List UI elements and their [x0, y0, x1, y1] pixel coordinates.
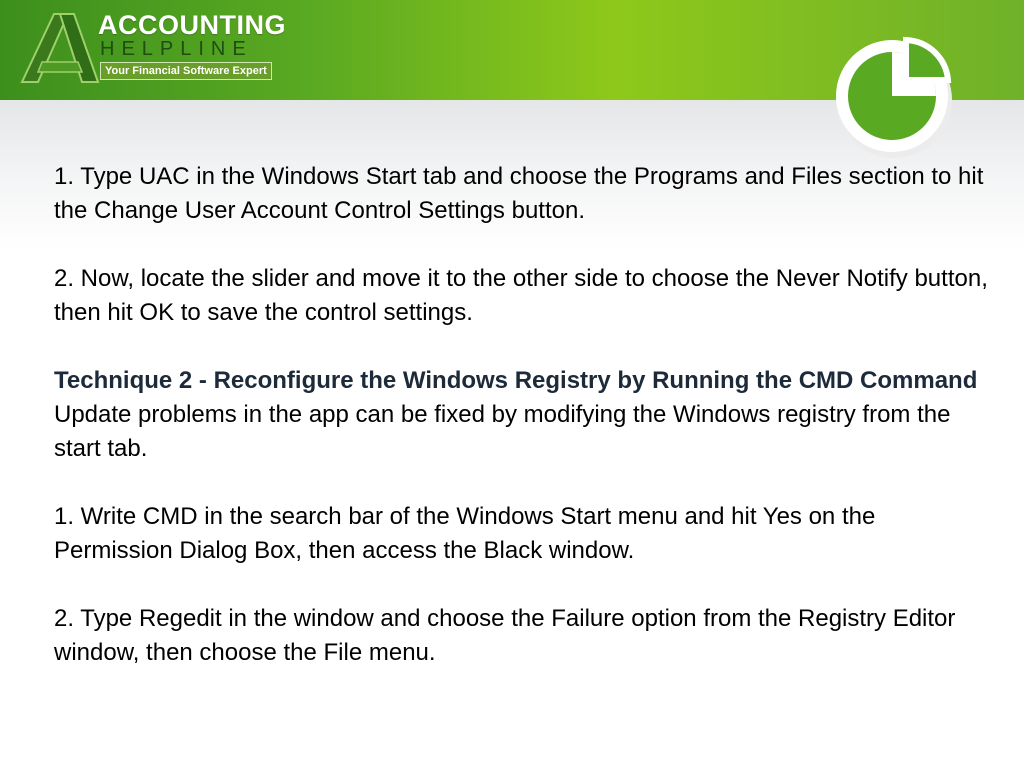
- logo-a-icon: [20, 10, 100, 84]
- technique-intro: Update problems in the app can be fixed by modifying the Windows registry from the start tab.: [54, 401, 951, 462]
- logo-subtitle: HELPLINE: [100, 38, 253, 60]
- logo-tagline: Your Financial Software Expert: [100, 62, 272, 80]
- logo-title: ACCOUNTING: [98, 10, 286, 40]
- step-cmd: 1. Write CMD in the search bar of the Windows Start menu and hit Yes on the Permission Dialog Box, then access the Black window.: [54, 503, 876, 564]
- step-uac-slider: 2. Now, locate the slider and move it to the other side to choose the Never Notify button, then hit OK to save the control settings.: [54, 265, 988, 326]
- pie-chart-icon: [832, 18, 972, 158]
- slide-content: [54, 160, 994, 670]
- step-uac-search: 1. Type UAC in the Windows Start tab and choose the Programs and Files section to hit the Change User Account Control Settings button.: [54, 163, 984, 224]
- technique-heading: Technique 2 - Reconfigure the Windows Registry by Running the CMD Command: [54, 367, 978, 394]
- brand-logo: [20, 10, 286, 84]
- step-regedit: 2. Type Regedit in the window and choose the Failure option from the Registry Editor window, then choose the File menu.: [54, 605, 956, 666]
